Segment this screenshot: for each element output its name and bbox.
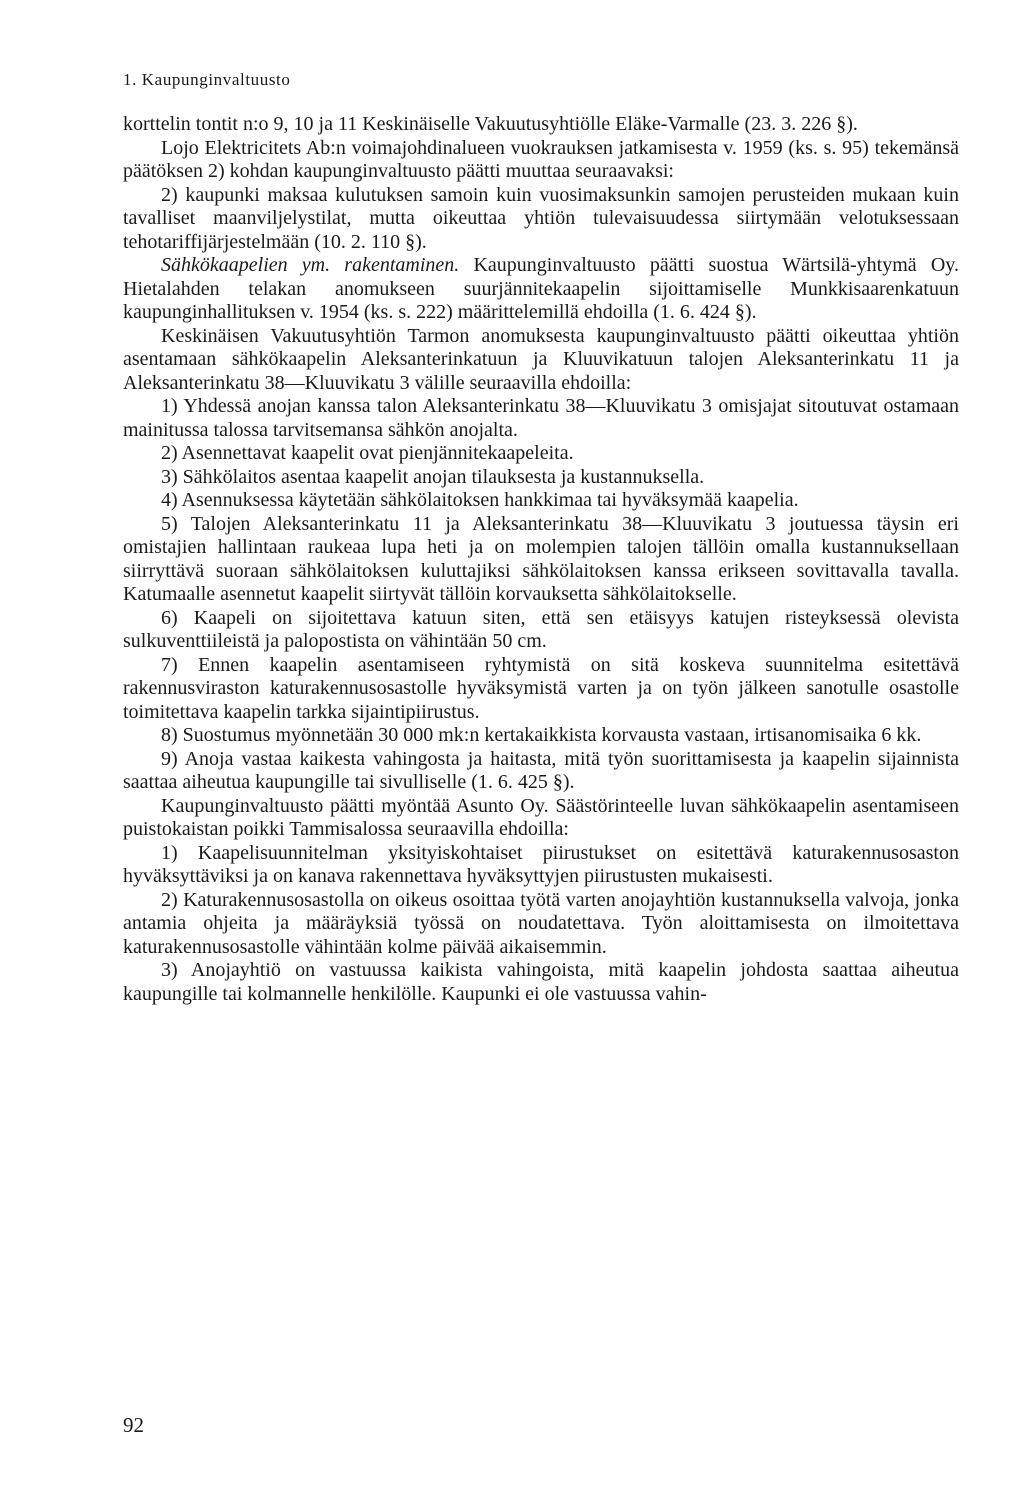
page-number: 92 [123,1413,144,1437]
paragraph-text: Kaupunginvaltuusto päätti suostua Wärtsilä-yhtymä Oy. Hietalahden telakan anomukseen suurjännitekaapelin sijoittamiselle Munkkisaarenkatuun kaupunginhallituksen v. 1954 (ks. s. 222) määrittelemillä ehdoilla (1. 6. 424 §). [123,254,959,323]
paragraph: 2) kaupunki maksaa kulutuksen samoin kuin vuosimaksunkin samojen perusteiden mukaan kuin tavalliset maanviljelystilat, mutta oikeuttaa yhtiön tulevaisuudessa siirtymään velotuksessaan tehotariffijärjestelmään (10. 2. 110 §). [123,183,959,253]
paragraph: 9) Anoja vastaa kaikesta vahingosta ja haitasta, mitä työn suorittamisesta ja kaapelin sijainnista saattaa aiheutua kaupungille tai sivulliselle (1. 6. 425 §). [123,747,959,793]
paragraph: 2) Asennettavat kaapelit ovat pienjännitekaapeleita. [161,442,574,464]
paragraph: 4) Asennuksessa käytetään sähkölaitoksen hankkimaa tai hyväksymää kaapelia. [161,489,799,511]
paragraph: 8) Suostumus myönnetään 30 000 mk:n kertakaikkista korvausta vastaan, irtisanomisaika 6 kk. [161,724,922,746]
paragraph: Keskinäisen Vakuutusyhtiön Tarmon anomuksesta kaupunginvaltuusto päätti oikeuttaa yhtiön asentamaan sähkökaapelin Aleksanterinkatuun ja Kluuvikatuun talojen Aleksanterinkatu 11 ja Aleksanterinkatu 38—Kluuvikatu 3 välille seuraavilla ehdoilla: [123,324,959,394]
paragraph: Lojo Elektricitets Ab:n voimajohdinalueen vuokrauksen jatkamisesta v. 1959 (ks. s. 95) tekemänsä päätöksen 2) kohdan kaupunginvaltuusto päätti muuttaa seuraavaksi: [123,136,959,182]
paragraph: 1) Yhdessä anojan kanssa talon Aleksanterinkatu 38—Kluuvikatu 3 omisjajat sitoutuvat ostamaan mainitussa talossa tarvitsemansa sähkön anojalta. [123,395,959,441]
paragraph [123,254,959,325]
paragraph: 5) Talojen Aleksanterinkatu 11 ja Aleksanterinkatu 38—Kluuvikatu 3 joutuessa täysin eri omistajien hallintaan raukeaa lupa heti ja on molempien talojen tällöin omalla kustannuksellaan siirryttävä suoraan sähkölaitoksen kuluttajiksi sähkölaitoksen kanssa erikseen sovittavalla tavalla. Katumaalle asennetut kaapelit siirtyvät tällöin korvauksetta sähkölaitokselle. [123,512,959,605]
paragraph: Kaupunginvaltuusto päätti myöntää Asunto Oy. Säästörinteelle luvan sähkökaapelin asentamiseen puistokaistan poikki Tammisalossa seuraavilla ehdoilla: [123,794,959,840]
document-body [123,113,959,1006]
paragraph: 2) Katurakennusosastolla on oikeus osoittaa työtä varten anojayhtiön kustannuksella valvoja, jonka antamia ohjeita ja määräyksiä työssä on noudatettava. Työn aloittamisesta on ilmoitettava katurakennusosastolle vähintään kolme päivää aikaisemmin. [123,888,959,958]
paragraph: 3) Anojayhtiö on vastuussa kaikista vahingoista, mitä kaapelin johdosta saattaa aiheutua kaupungille tai kolmannelle henkilölle. Kaupunki ei ole vastuussa vahin- [123,959,959,1005]
running-head: 1. Kaupunginvaltuusto [123,70,291,89]
section-heading: Sähkökaapelien ym. rakentaminen. [161,254,460,276]
paragraph: 1) Kaapelisuunnitelman yksityiskohtaiset piirustukset on esitettävä katurakennusosaston hyväksyttäviksi ja on kanava rakennettava hyväksyttyjen piirustusten mukaisesti. [123,841,959,887]
paragraph: 3) Sähkölaitos asentaa kaapelit anojan tilauksesta ja kustannuksella. [161,465,705,488]
paragraph: korttelin tontit n:o 9, 10 ja 11 Keskinäiselle Vakuutusyhtiölle Eläke-Varmalle (23. 3. 226 §). [123,113,858,135]
paragraph: 7) Ennen kaapelin asentamiseen ryhtymistä on sitä koskeva suunnitelma esitettävä rakennusviraston katurakennusosastolle hyväksymistä varten ja on työn jälkeen sanotulle osastolle toimitettava kaapelin tarkka sijaintipiirustus. [123,653,959,723]
paragraph: 6) Kaapeli on sijoitettava katuun siten, että sen etäisyys katujen risteyksessä olevista sulkuventtiileistä ja palopostista on vähintään 50 cm. [123,606,959,652]
